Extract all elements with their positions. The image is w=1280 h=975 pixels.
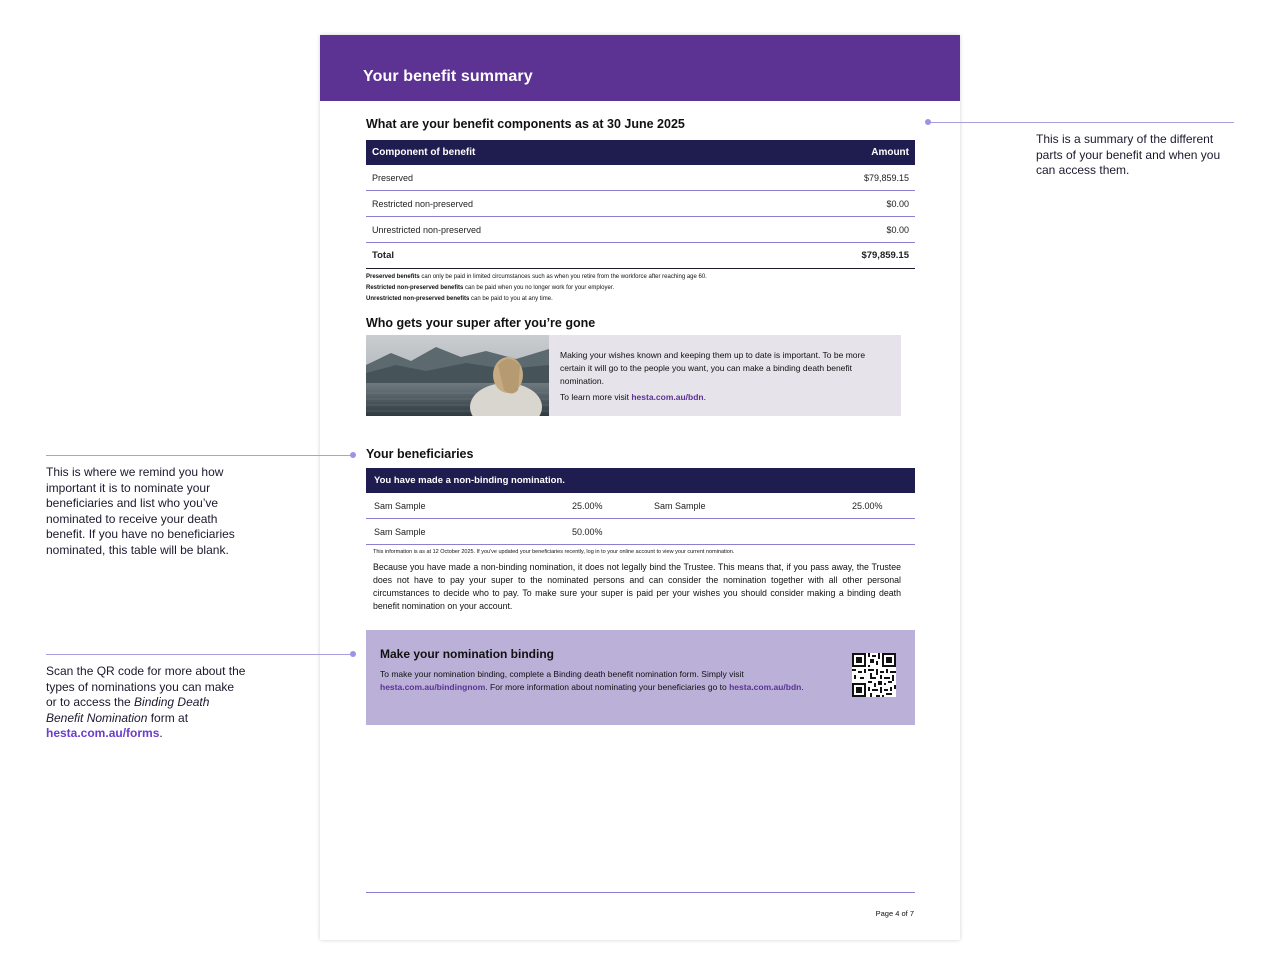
- non-binding-explanation: Because you have made a non-binding nomination, it does not legally bind the Trustee. This means that, if you pass away, the Trustee does not have to pay your super to the nominated persons and can consider the nomination together with all other personal circumstances to decide who to pay. To make sure your super is paid per your wishes you should consider making a binding death benefit nomination on your account.: [373, 562, 901, 611]
- beneficiary-percent: 25.00%: [852, 493, 915, 519]
- note-unrestricted: Unrestricted non-preserved benefits can be paid to you at any time.: [366, 296, 553, 302]
- beneficiary-name: Sam Sample: [654, 493, 852, 519]
- component-amount: $79,859.15: [734, 165, 915, 191]
- total-amount: $79,859.15: [734, 243, 915, 269]
- learn-more-line: To learn more visit hesta.com.au/bdn.: [560, 392, 706, 402]
- bindingnom-link[interactable]: hesta.com.au/bindingnom: [380, 682, 486, 692]
- beneficiaries-table-wrap: [366, 493, 915, 545]
- beneficiaries-heading: Your beneficiaries: [366, 447, 474, 461]
- total-row: [366, 243, 915, 269]
- components-table-wrap: [366, 140, 915, 269]
- note-preserved: Preserved benefits can only be paid in limited circumstances such as when you retire from the workforce after reaching age 60.: [366, 274, 707, 280]
- nomination-info-box: [366, 335, 901, 416]
- col-amount-header: Amount: [734, 140, 915, 165]
- annotation-dot-right: [925, 119, 931, 125]
- beneficiary-name: Sam Sample: [366, 493, 572, 519]
- component-label: Preserved: [366, 165, 734, 191]
- table-row: [366, 217, 915, 243]
- components-table: [366, 140, 915, 269]
- annotation-qr: Scan the QR code for more about the types of nominations you can make or to access the Binding Death Benefit Nomination form at hesta.com.au/forms.: [46, 664, 246, 740]
- woman-lake-photo: [366, 335, 549, 416]
- annotation-leader-left-1: [46, 455, 353, 456]
- table-row: [366, 165, 915, 191]
- gone-heading: Who gets your super after you’re gone: [366, 316, 596, 330]
- component-amount: $0.00: [734, 191, 915, 217]
- note-restricted: Restricted non-preserved benefits can be paid when you no longer work for your employer.: [366, 285, 615, 291]
- bdn-link-2[interactable]: hesta.com.au/bdn: [729, 682, 802, 692]
- beneficiary-percent: 25.00%: [572, 493, 654, 519]
- beneficiary-percent: 50.00%: [572, 519, 654, 545]
- table-row: [366, 519, 915, 545]
- table-row: [366, 493, 915, 519]
- total-label: Total: [366, 243, 734, 269]
- make-binding-heading: Make your nomination binding: [380, 647, 554, 661]
- page-banner: [320, 35, 960, 101]
- make-binding-box: [366, 630, 915, 725]
- footer-divider: [366, 892, 915, 893]
- qr-code-icon[interactable]: [852, 653, 896, 697]
- beneficiaries-as-at-note: This information is as at 12 October 2025. If you've updated your beneficiaries recently, log in to your online account to view your current nomination.: [373, 549, 735, 555]
- annotation-leader-left-2: [46, 654, 353, 655]
- annotation-components: This is a summary of the different parts of your benefit and when you can access them.: [1036, 132, 1221, 177]
- annotation-beneficiaries: This is where we remind you how important it is to nominate your beneficiaries and list who you’ve nominated to receive your death benefit. If you have no beneficiaries nominated, this table will be blank.: [46, 465, 235, 557]
- component-label: Restricted non-preserved: [366, 191, 734, 217]
- page-number: Page 4 of 7: [875, 909, 914, 918]
- component-label: Unrestricted non-preserved: [366, 217, 734, 243]
- component-notes: [366, 272, 915, 305]
- annotation-leader-right: [928, 122, 1234, 123]
- bdn-link[interactable]: hesta.com.au/bdn: [631, 392, 704, 402]
- beneficiaries-table: [366, 493, 915, 545]
- make-binding-text: To make your nomination binding, complete a Binding death benefit nomination form. Simply visit hesta.com.au/bindingnom. For more information about nominating your beneficiaries go to hesta.com.au/bdn.: [380, 669, 804, 692]
- nomination-type-banner: You have made a non-binding nomination.: [366, 468, 915, 493]
- nomination-info-paragraph: Making your wishes known and keeping them up to date is important. To be more certain it will go to the people you want, you can make a binding death benefit nomination.: [560, 350, 866, 386]
- forms-link[interactable]: hesta.com.au/forms: [46, 726, 160, 740]
- nomination-info-text: [560, 349, 886, 404]
- annotation-dot-left-2: [350, 651, 356, 657]
- col-component-header: Component of benefit: [366, 140, 734, 165]
- annotation-dot-left-1: [350, 452, 356, 458]
- beneficiary-name: Sam Sample: [366, 519, 572, 545]
- table-row: [366, 191, 915, 217]
- component-amount: $0.00: [734, 217, 915, 243]
- statement-page: [320, 35, 960, 940]
- components-heading: What are your benefit components as at 30 June 2025: [366, 117, 685, 131]
- page-title: Your benefit summary: [363, 68, 533, 85]
